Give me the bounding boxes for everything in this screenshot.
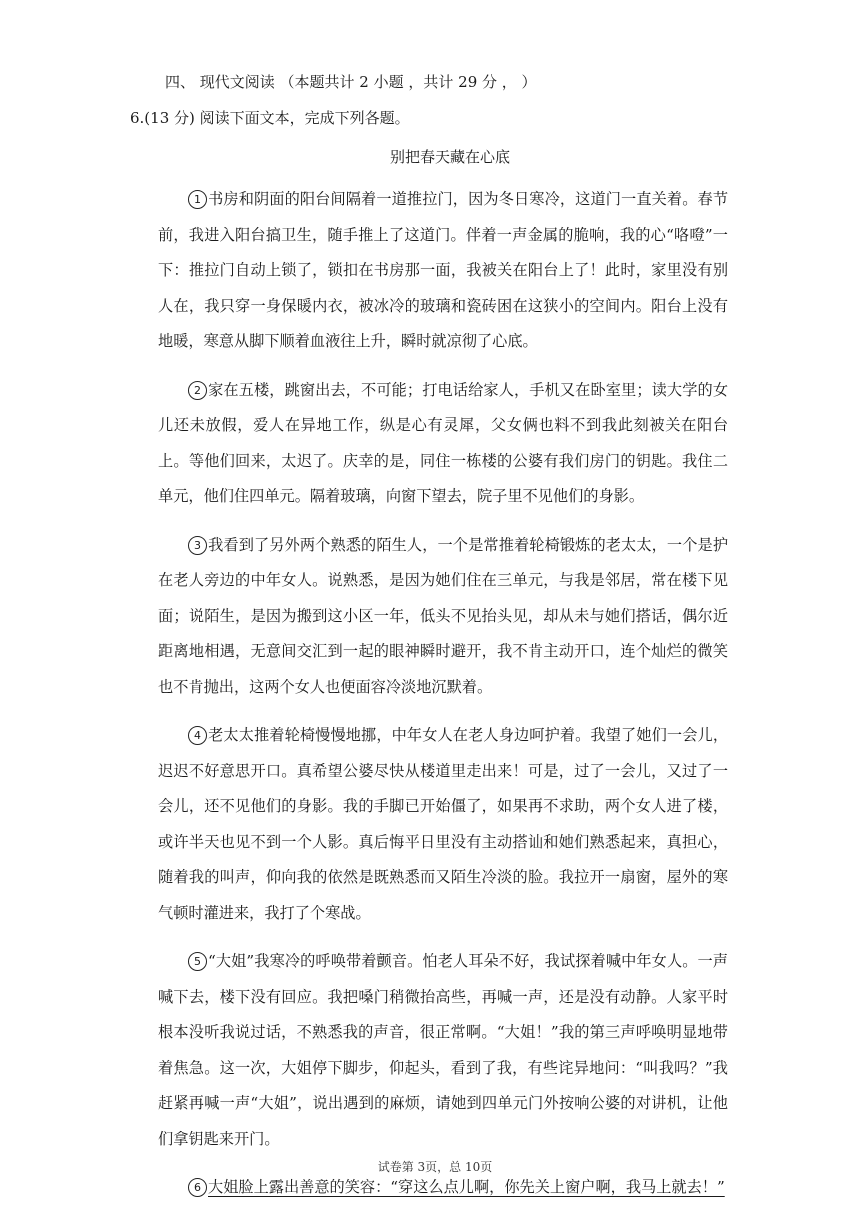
paragraph-text: 书房和阴面的阳台间隔着一道推拉门，因为冬日寒冷，这道门一直关着。春节前，我进入阳台搞卫生，随手推上了这道门。伴着一声金属的脆响，我的心“咯噔”一下：推拉门自动上锁了，锁扣在书房那一面，我被关在阳台上了！此时，家里没有别人在，我只穿一身保暖内衣，被冰冷的玻璃和瓷砖困在这狭小的空间内。阳台上没有地暖，寒意从脚下顺着血液往上升，瞬时就凉彻了心底。 [158, 190, 728, 350]
paragraph-number-circle: 6 [188, 1178, 207, 1197]
paragraph-number-circle: 4 [188, 726, 207, 745]
paragraph-5 [158, 944, 728, 1157]
paragraph-4 [158, 718, 728, 931]
paragraph-number-circle: 5 [188, 952, 207, 971]
paragraph-3 [158, 528, 728, 706]
paragraph-2 [158, 373, 728, 515]
paragraph-text: “大姐”我寒冷的呼唤带着颤音。怕老人耳朵不好，我试探着喊中年女人。一声喊下去，楼下没有回应。我把嗓门稍微抬高些，再喊一声，还是没有动静。人家平时根本没听我说过话，不熟悉我的声音，很正常啊。“大姐！”我的第三声呼唤明显地带着焦急。这一次，大姐停下脚步，仰起头，看到了我，有些诧异地问：“叫我吗？”我赶紧再喊一声“大姐”，说出遇到的麻烦，请她到四单元门外按响公婆的对讲机，让他们拿钥匙来开门。 [158, 952, 728, 1148]
underlined-sentence: 大姐脸上露出善意的笑容：“穿这么点儿啊，你先关上窗户啊，我马上就去！” [208, 1178, 725, 1196]
paragraph-number-circle: 2 [188, 381, 207, 400]
paragraph-text: 我看到了另外两个熟悉的陌生人，一个是常推着轮椅锻炼的老太太，一个是护在老人旁边的中年女人。说熟悉，是因为她们住在三单元，与我是邻居，常在楼下见面；说陌生，是因为搬到这小区一年，低头不见抬头见，却从未与她们搭话，偶尔近距离地相遇，无意间交汇到一起的眼神瞬时避开，我不肯主动开口，连个灿烂的微笑也不肯抛出，这两个女人也便面容冷淡地沉默着。 [158, 535, 728, 696]
article-title: 别把春天藏在心底 [389, 148, 510, 166]
paragraph-number-circle: 3 [188, 536, 207, 555]
paragraph-number-circle: 1 [188, 190, 207, 209]
article-body [158, 182, 728, 1219]
page-footer: 试卷第 3页，总 10页 [377, 1160, 493, 1174]
paragraph-text: 家在五楼，跳窗出去，不可能；打电话给家人，手机又在卧室里；读大学的女儿还未放假，爱人在异地工作，纵是心有灵犀，父女俩也料不到我此刻被关在阳台上。等他们回来，太迟了。庆幸的是，同住一栋楼的公婆有我们房门的钥匙。我住二单元，他们住四单元。隔着玻璃，向窗下望去，院子里不见他们的身影。 [158, 380, 728, 505]
section-heading: 四、 现代文阅读 （本题共计 2 小题 ，共计 29 分 ， ） [165, 73, 537, 91]
paragraph-1 [158, 182, 728, 360]
question-prompt: 6.(13 分) 阅读下面文本，完成下列各题。 [130, 109, 410, 127]
paragraph-text: 老太太推着轮椅慢慢地挪，中年女人在老人身边呵护着。我望了她们一会儿，迟迟不好意思开口。真希望公婆尽快从楼道里走出来！可是，过了一会儿，又过了一会儿，还不见他们的身影。我的手脚已开始僵了，如果再不求助，两个女人进了楼，或许半天也见不到一个人影。真后悔平日里没有主动搭讪和她们熟悉起来，真担心，随着我的叫声，仰向我的依然是既熟悉而又陌生冷淡的脸。我拉开一扇窗，屋外的寒气顿时灌进来，我打了个寒战。 [158, 726, 728, 922]
